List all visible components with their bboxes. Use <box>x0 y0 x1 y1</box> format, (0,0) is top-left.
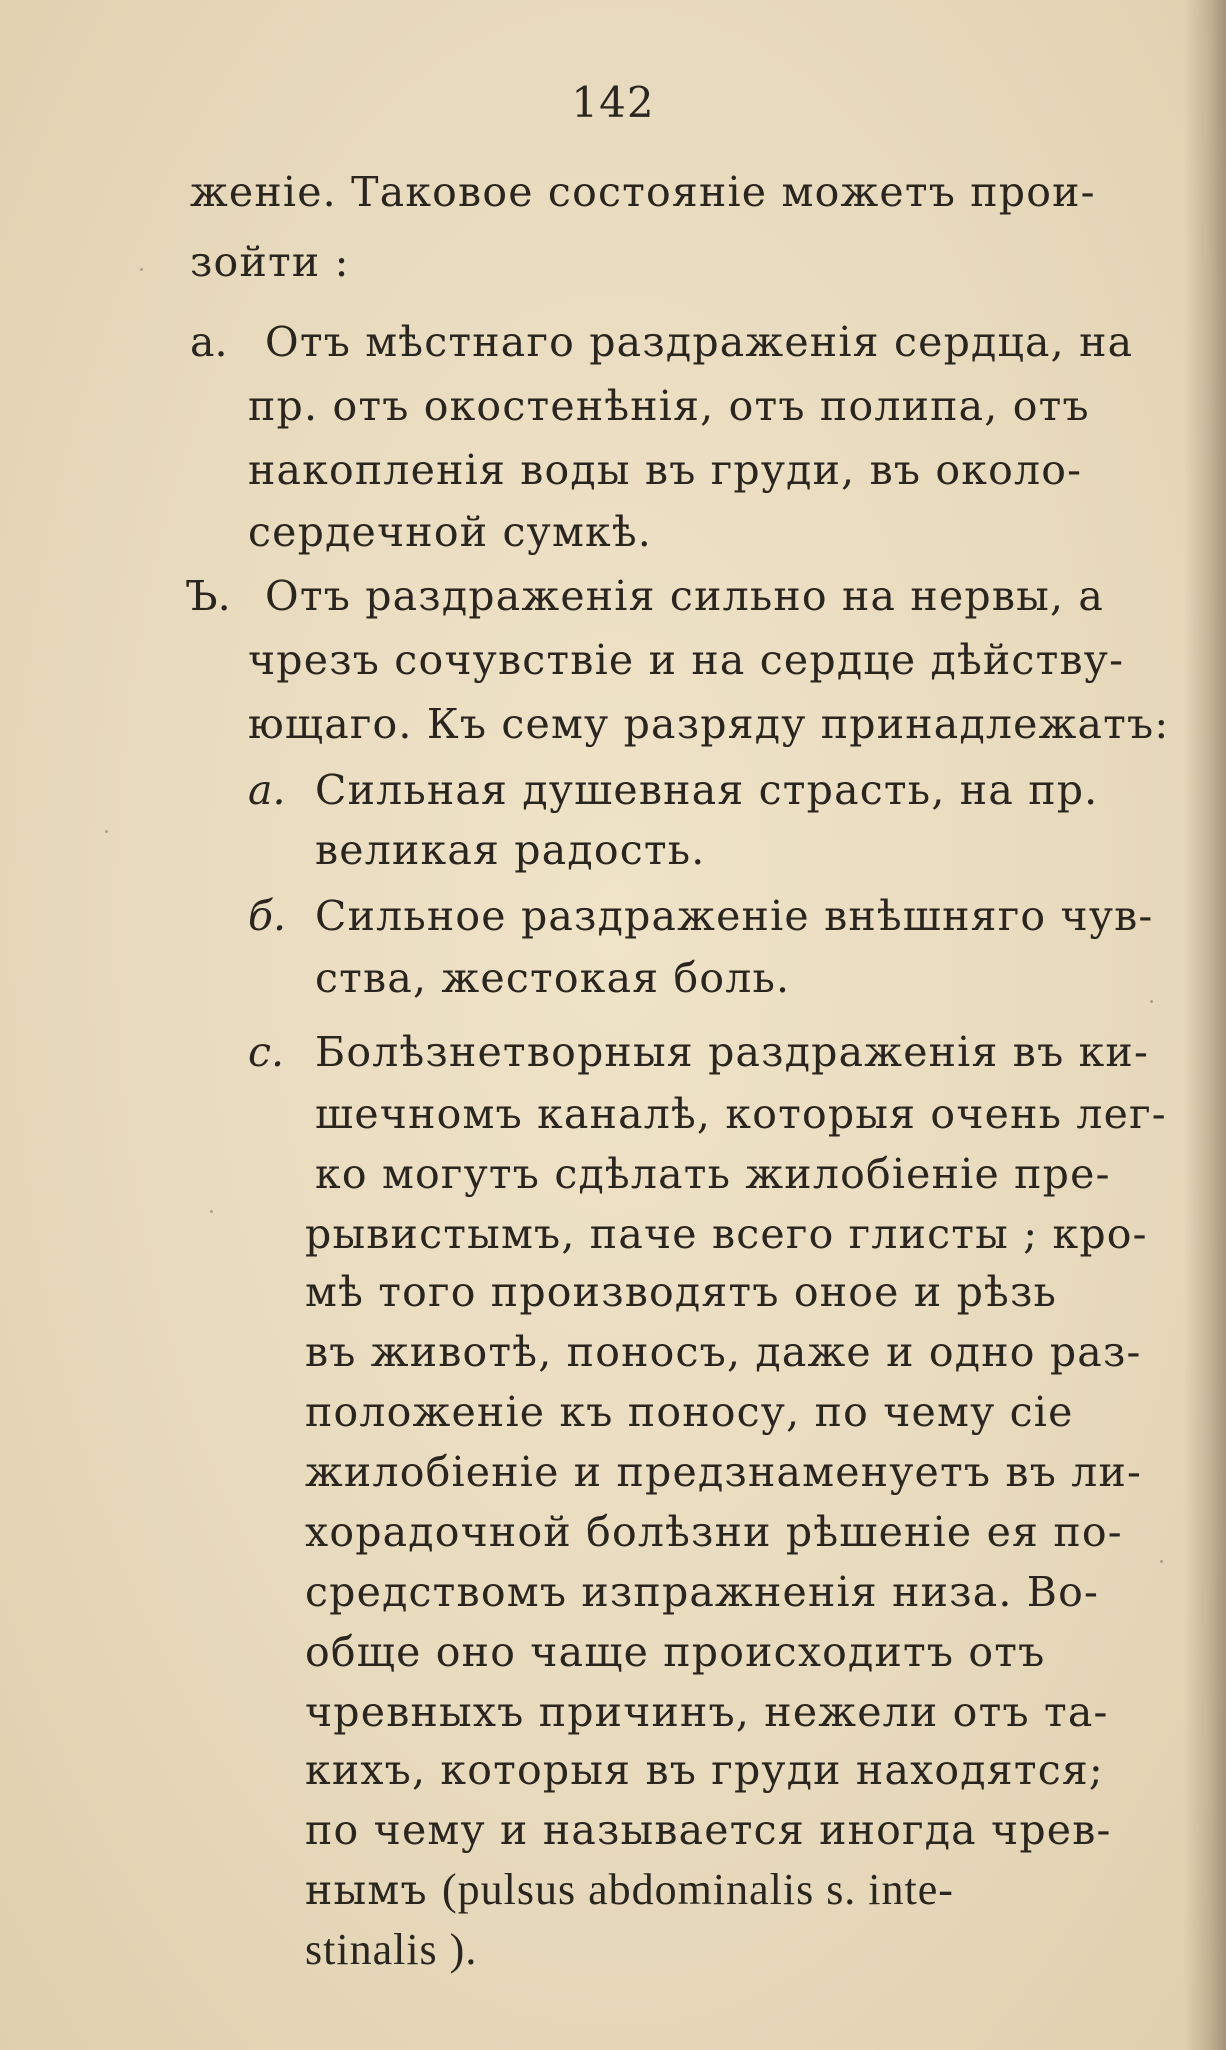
subitem-c-line-6: въ животѣ, поносъ, даже и одно раз- <box>305 1328 1142 1376</box>
subitem-b-marker: б. <box>248 892 287 940</box>
item-a-line-1: Отъ мѣстнаго раздраженія сердца, на <box>265 318 1134 366</box>
subitem-c-line-12: чревныхъ причинъ, нежели отъ та- <box>305 1688 1109 1736</box>
subitem-c-line-14: по чему и называется иногда чрев- <box>305 1806 1112 1854</box>
intro-line-1: женіе. Таковое состояніе можетъ прои- <box>190 168 1096 216</box>
subitem-a-line-1: Сильная душевная страсть, на пр. <box>315 766 1099 814</box>
subitem-c-line-13: кихъ, которыя въ груди находятся; <box>305 1746 1104 1794</box>
paper-speck <box>210 1210 213 1213</box>
intro-line-2: зойти : <box>190 238 350 286</box>
item-a-line-4: сердечной сумкѣ. <box>248 508 653 556</box>
subitem-b-line-1: Сильное раздраженіе внѣшняго чув- <box>315 892 1154 940</box>
page-edge-shadow <box>1184 0 1226 2050</box>
subitem-c-line-15-text: нымъ <box>305 1866 428 1914</box>
subitem-c-line-7: положеніе къ поносу, по чему сіе <box>305 1388 1074 1436</box>
subitem-c-line-5: мѣ того производятъ оное и рѣзь <box>305 1268 1058 1316</box>
item-b-line-2: чрезъ сочувствіе и на сердце дѣйству- <box>248 636 1125 684</box>
paper-speck <box>1150 1000 1153 1003</box>
subitem-c-marker: c. <box>248 1028 284 1076</box>
item-b-line-3: ющаго. Къ сему разряду принадлежатъ: <box>248 700 1170 748</box>
subitem-a-marker: a. <box>248 766 286 814</box>
paper-speck <box>1160 1560 1163 1563</box>
subitem-c-line-10: средствомъ изпражненія низа. Во- <box>305 1568 1100 1616</box>
paper-speck <box>140 268 143 271</box>
item-b-marker: Ъ. <box>185 572 231 620</box>
item-a-line-3: накопленія воды въ груди, въ около- <box>248 446 1083 494</box>
subitem-c-line-4: рывистымъ, паче всего глисты ; кро- <box>305 1210 1148 1258</box>
subitem-a-line-2: великая радость. <box>315 826 706 874</box>
paper-speck <box>105 830 108 833</box>
page-number: 142 <box>571 78 655 127</box>
subitem-c-line-2: шечномъ каналѣ, которыя очень лег- <box>315 1090 1167 1138</box>
subitem-b-line-2: ства, жестокая боль. <box>315 954 791 1002</box>
subitem-c-line-16: stinalis ). <box>305 1925 478 1974</box>
latin-term: (pulsus abdominalis s. inte- <box>441 1865 954 1914</box>
subitem-c-line-1: Болѣзнетворныя раздраженія въ ки- <box>315 1028 1149 1076</box>
item-b-line-1: Отъ раздраженія сильно на нервы, а <box>265 572 1105 620</box>
subitem-c-line-15 <box>305 1866 954 1914</box>
subitem-c-line-9: хорадочной болѣзни рѣшеніе ея по- <box>305 1508 1123 1556</box>
item-a-marker: a. <box>190 318 228 366</box>
item-a-line-2: пр. отъ окостенѣнія, отъ полипа, отъ <box>248 382 1090 430</box>
subitem-c-line-8: жилобіеніе и предзнаменуетъ въ ли- <box>305 1448 1143 1496</box>
subitem-c-line-3: ко могутъ сдѣлать жилобіеніе пре- <box>315 1150 1111 1198</box>
subitem-c-line-11: обще оно чаще происходитъ отъ <box>305 1628 1046 1676</box>
